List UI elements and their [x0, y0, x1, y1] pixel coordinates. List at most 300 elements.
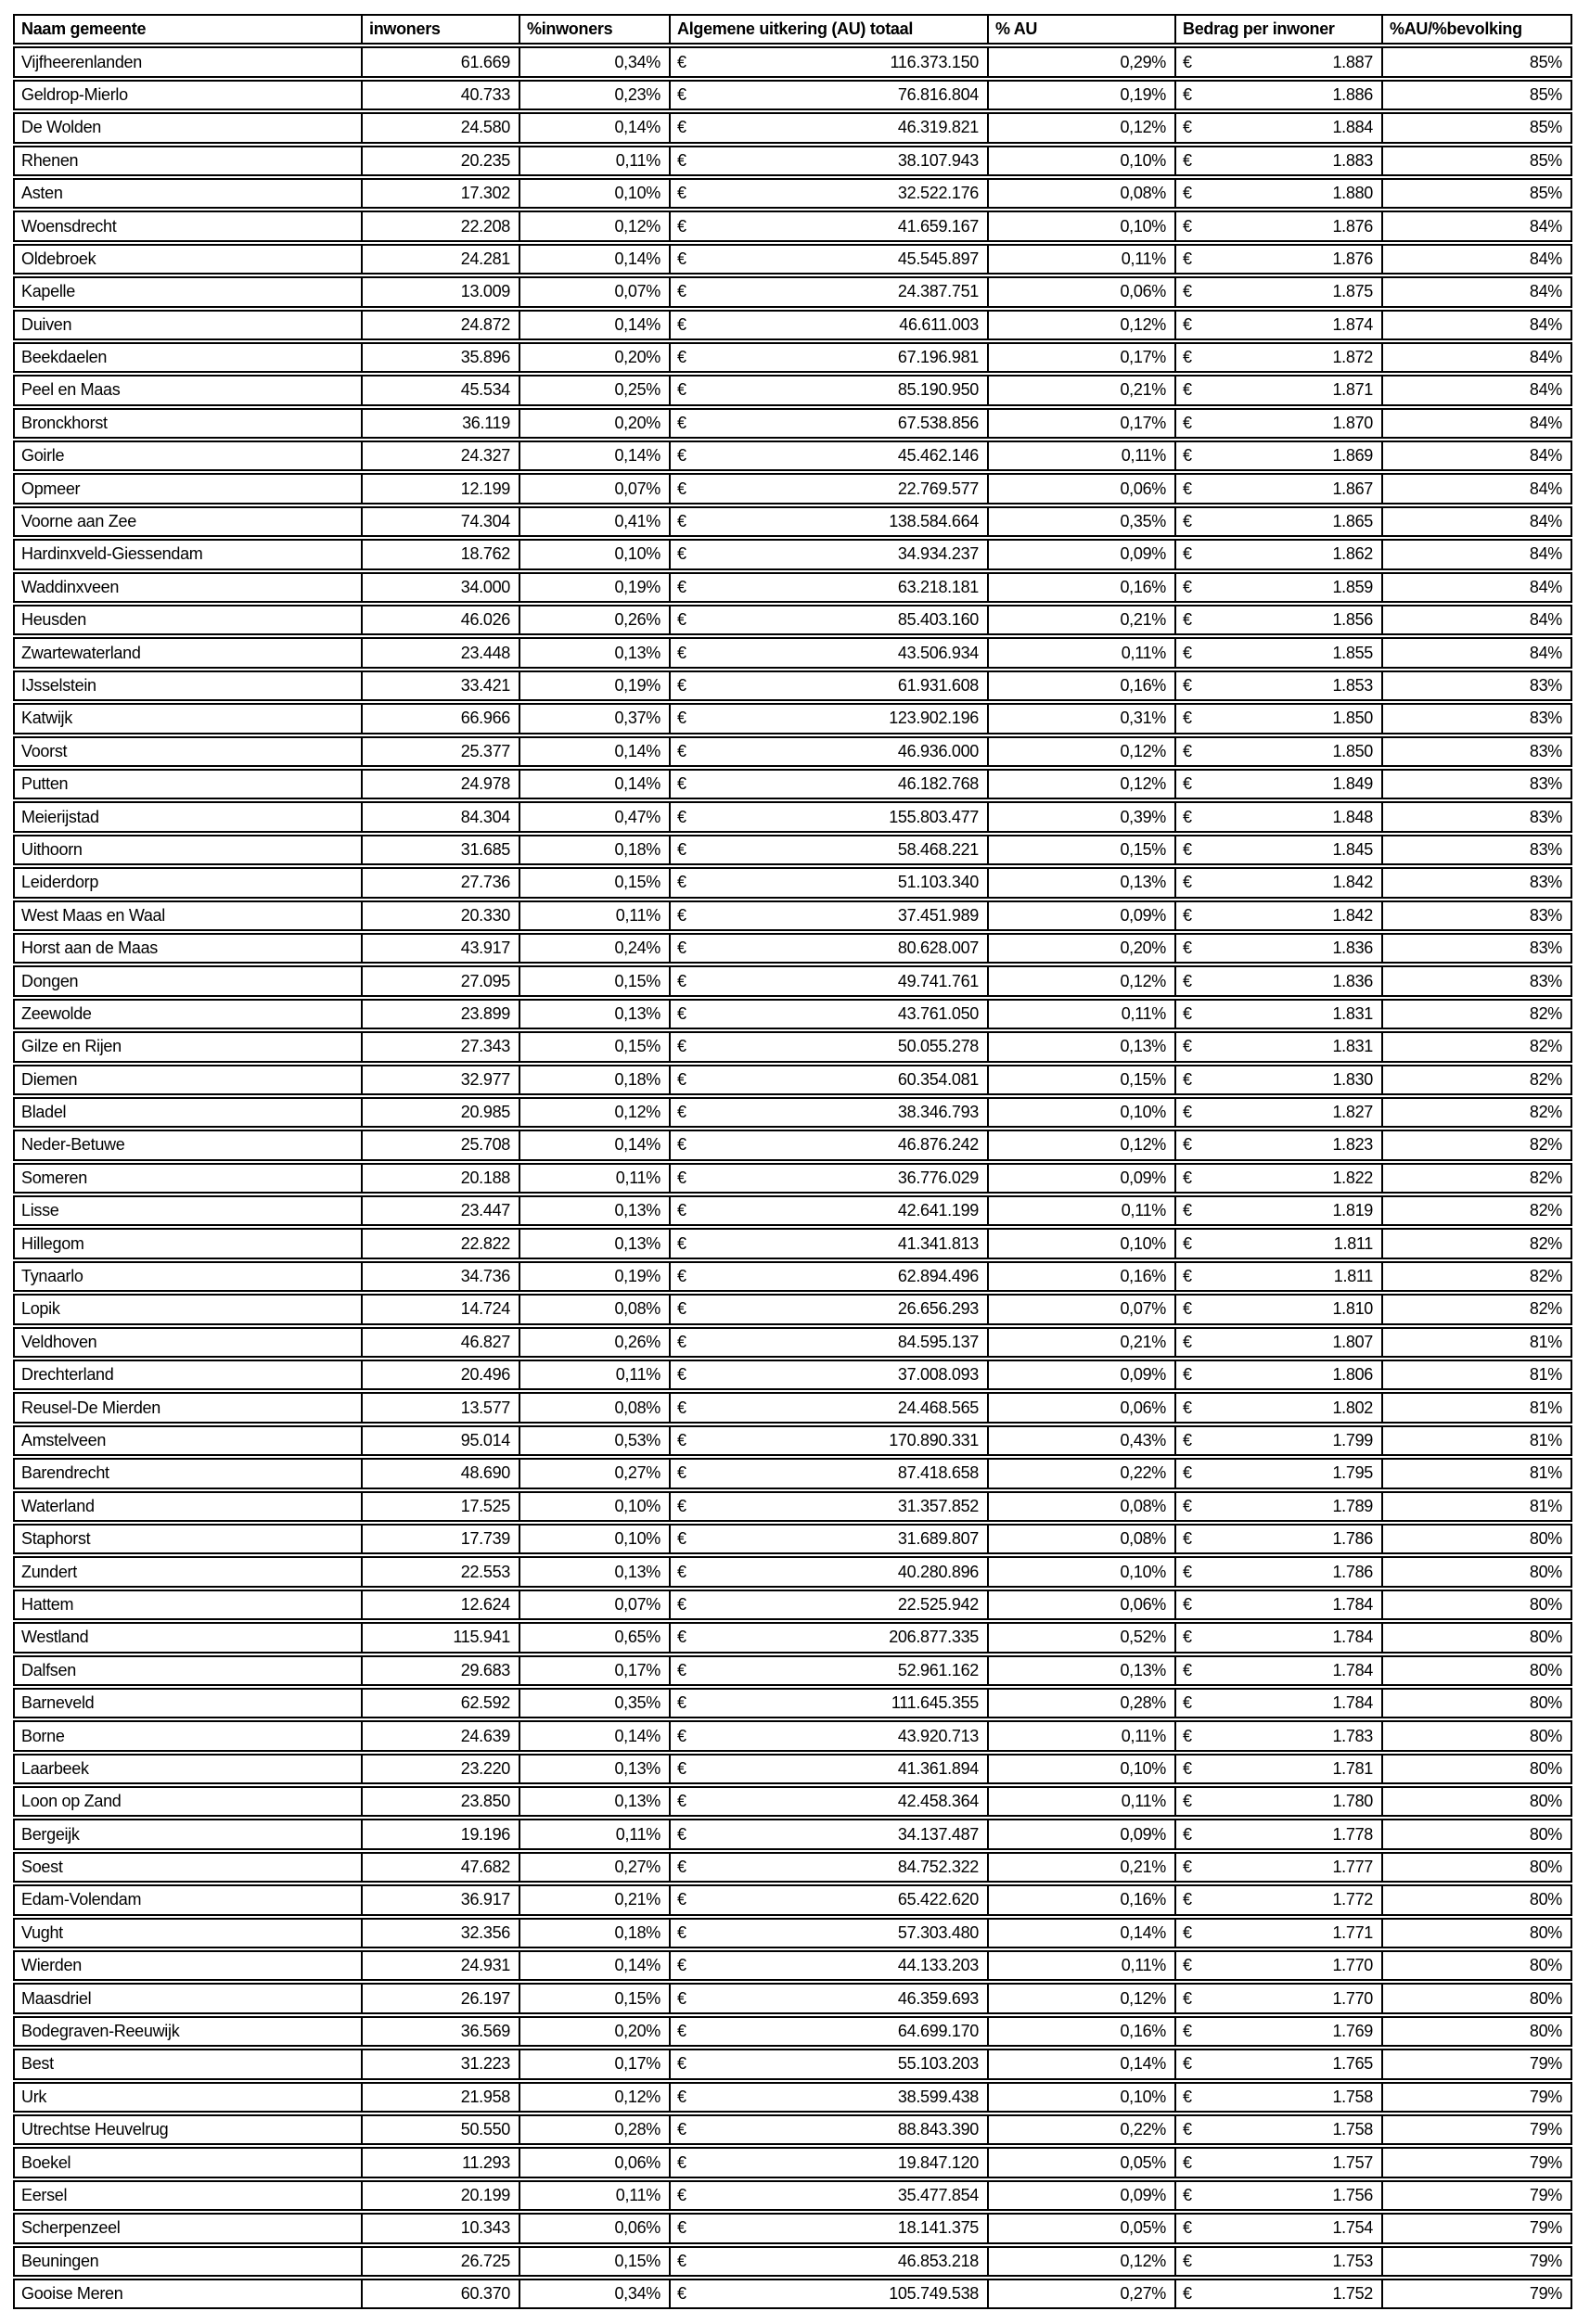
- cell-naam_gemeente: Putten: [13, 769, 362, 799]
- table-row: [13, 1294, 1572, 1324]
- cell-bedrag_per_inwoner: [1175, 1360, 1382, 1390]
- euro-sign: €: [677, 512, 686, 531]
- cell-pct_au: 0,10%: [988, 1228, 1175, 1258]
- cell-naam_gemeente: Waterland: [13, 1491, 362, 1522]
- euro-sign: €: [1183, 971, 1192, 990]
- amount-value: 1.753: [1332, 2251, 1373, 2270]
- cell-pct_au_pct_bevolking: 84%: [1382, 244, 1572, 275]
- euro-sign: €: [677, 1496, 686, 1515]
- cell-naam_gemeente: Zundert: [13, 1556, 362, 1587]
- cell-inwoners: 19.196: [362, 1819, 519, 1849]
- cell-inwoners: 20.235: [362, 146, 519, 176]
- cell-pct_au_pct_bevolking: 84%: [1382, 310, 1572, 340]
- euro-sign: €: [1183, 1233, 1192, 1253]
- euro-sign: €: [1183, 1463, 1192, 1483]
- table-row: [13, 178, 1572, 209]
- cell-pct_inwoners: 0,41%: [519, 506, 670, 537]
- euro-sign: €: [677, 544, 686, 564]
- amount-value: 52.961.162: [897, 1660, 979, 1679]
- euro-sign: €: [1183, 1693, 1192, 1713]
- cell-naam_gemeente: Leiderdorp: [13, 867, 362, 898]
- cell-naam_gemeente: Uithoorn: [13, 835, 362, 865]
- amount-value: 1.770: [1332, 1988, 1373, 2008]
- cell-pct_au: 0,11%: [988, 1950, 1175, 1981]
- cell-pct_inwoners: 0,15%: [519, 1031, 670, 1062]
- euro-sign: €: [677, 216, 686, 236]
- euro-sign: €: [677, 1956, 686, 1975]
- cell-inwoners: 34.736: [362, 1261, 519, 1292]
- euro-sign: €: [677, 84, 686, 104]
- euro-sign: €: [677, 479, 686, 498]
- cell-pct_au_pct_bevolking: 84%: [1382, 506, 1572, 537]
- euro-sign: €: [1183, 2152, 1192, 2172]
- amount-value: 1.784: [1332, 1628, 1373, 1647]
- cell-pct_au_pct_bevolking: 84%: [1382, 637, 1572, 668]
- cell-pct_inwoners: 0,14%: [519, 441, 670, 471]
- column-header-pct_au: % AU: [988, 14, 1175, 45]
- cell-pct_inwoners: 0,13%: [519, 1228, 670, 1258]
- amount-value: 63.218.181: [897, 577, 979, 596]
- cell-inwoners: 32.356: [362, 1918, 519, 1948]
- cell-pct_inwoners: 0,12%: [519, 1097, 670, 1128]
- cell-pct_au_pct_bevolking: 82%: [1382, 1228, 1572, 1258]
- euro-sign: €: [1183, 1135, 1192, 1155]
- cell-bedrag_per_inwoner: [1175, 1130, 1382, 1160]
- cell-bedrag_per_inwoner: [1175, 1031, 1382, 1062]
- cell-inwoners: 20.496: [362, 1360, 519, 1390]
- euro-sign: €: [1183, 1267, 1192, 1286]
- euro-sign: €: [677, 873, 686, 892]
- cell-pct_au: 0,11%: [988, 244, 1175, 275]
- table-row: [13, 539, 1572, 569]
- amount-value: 55.103.203: [897, 2054, 979, 2074]
- cell-naam_gemeente: Diemen: [13, 1065, 362, 1095]
- amount-value: 57.303.480: [897, 1922, 979, 1942]
- amount-value: 1.777: [1332, 1858, 1373, 1877]
- cell-inwoners: 31.223: [362, 2049, 519, 2079]
- euro-sign: €: [1183, 1529, 1192, 1549]
- amount-value: 43.761.050: [897, 1003, 979, 1023]
- amount-value: 1.758: [1332, 2120, 1373, 2139]
- amount-value: 1.786: [1332, 1529, 1373, 1549]
- cell-pct_au: 0,17%: [988, 408, 1175, 439]
- euro-sign: €: [677, 905, 686, 925]
- amount-value: 46.319.821: [897, 118, 979, 137]
- euro-sign: €: [1183, 314, 1192, 334]
- amount-value: 60.354.081: [897, 1069, 979, 1089]
- cell-au_totaal: [670, 1688, 988, 1718]
- cell-au_totaal: [670, 1458, 988, 1488]
- cell-au_totaal: [670, 965, 988, 996]
- amount-value: 1.807: [1332, 1332, 1373, 1351]
- table-row: [13, 572, 1572, 603]
- amount-value: 1.876: [1332, 216, 1373, 236]
- table-row: [13, 46, 1572, 77]
- table-row: [13, 1655, 1572, 1686]
- cell-naam_gemeente: Peel en Maas: [13, 375, 362, 405]
- cell-pct_au: 0,11%: [988, 1720, 1175, 1751]
- cell-pct_au_pct_bevolking: 83%: [1382, 835, 1572, 865]
- cell-naam_gemeente: Duiven: [13, 310, 362, 340]
- cell-naam_gemeente: De Wolden: [13, 112, 362, 143]
- cell-pct_au_pct_bevolking: 84%: [1382, 408, 1572, 439]
- cell-bedrag_per_inwoner: [1175, 1392, 1382, 1423]
- cell-pct_inwoners: 0,34%: [519, 2279, 670, 2309]
- cell-au_totaal: [670, 801, 988, 832]
- cell-pct_au: 0,06%: [988, 1392, 1175, 1423]
- cell-au_totaal: [670, 178, 988, 209]
- cell-bedrag_per_inwoner: [1175, 2213, 1382, 2243]
- municipality-allocation-table: [13, 12, 1572, 2311]
- cell-pct_au: 0,09%: [988, 1163, 1175, 1194]
- amount-value: 1.836: [1332, 971, 1373, 990]
- euro-sign: €: [677, 2152, 686, 2172]
- cell-naam_gemeente: Hattem: [13, 1590, 362, 1620]
- cell-pct_inwoners: 0,10%: [519, 1524, 670, 1554]
- cell-pct_inwoners: 0,18%: [519, 1065, 670, 1095]
- cell-pct_au_pct_bevolking: 84%: [1382, 572, 1572, 603]
- table-row: [13, 506, 1572, 537]
- cell-naam_gemeente: Heusden: [13, 605, 362, 635]
- cell-pct_inwoners: 0,19%: [519, 670, 670, 701]
- cell-naam_gemeente: Hillegom: [13, 1228, 362, 1258]
- table-row: [13, 1819, 1572, 1849]
- cell-pct_au_pct_bevolking: 84%: [1382, 441, 1572, 471]
- euro-sign: €: [677, 807, 686, 826]
- table-row: [13, 1852, 1572, 1883]
- cell-bedrag_per_inwoner: [1175, 1622, 1382, 1653]
- cell-au_totaal: [670, 1065, 988, 1095]
- euro-sign: €: [1183, 52, 1192, 71]
- amount-value: 155.803.477: [889, 807, 979, 826]
- cell-bedrag_per_inwoner: [1175, 1950, 1382, 1981]
- cell-pct_au_pct_bevolking: 80%: [1382, 1786, 1572, 1817]
- cell-naam_gemeente: Bodegraven-Reeuwijk: [13, 2016, 362, 2047]
- table-row: [13, 1524, 1572, 1554]
- cell-naam_gemeente: Oldebroek: [13, 244, 362, 275]
- euro-sign: €: [677, 1529, 686, 1549]
- table-row: [13, 801, 1572, 832]
- cell-naam_gemeente: Loon op Zand: [13, 1786, 362, 1817]
- euro-sign: €: [1183, 807, 1192, 826]
- amount-value: 1.830: [1332, 1069, 1373, 1089]
- cell-pct_inwoners: 0,11%: [519, 1360, 670, 1390]
- euro-sign: €: [1183, 348, 1192, 367]
- cell-naam_gemeente: Zwartewaterland: [13, 637, 362, 668]
- euro-sign: €: [1183, 2120, 1192, 2139]
- amount-value: 1.784: [1332, 1594, 1373, 1614]
- cell-naam_gemeente: IJsselstein: [13, 670, 362, 701]
- cell-pct_inwoners: 0,08%: [519, 1392, 670, 1423]
- cell-pct_au: 0,12%: [988, 965, 1175, 996]
- amount-value: 1.883: [1332, 150, 1373, 170]
- cell-naam_gemeente: Asten: [13, 178, 362, 209]
- cell-inwoners: 45.534: [362, 375, 519, 405]
- cell-pct_au: 0,39%: [988, 801, 1175, 832]
- cell-inwoners: 26.725: [362, 2246, 519, 2277]
- cell-pct_au_pct_bevolking: 84%: [1382, 276, 1572, 307]
- euro-sign: €: [677, 1726, 686, 1745]
- cell-pct_au_pct_bevolking: 80%: [1382, 1590, 1572, 1620]
- euro-sign: €: [677, 1628, 686, 1647]
- cell-pct_inwoners: 0,26%: [519, 605, 670, 635]
- table-row: [13, 1918, 1572, 1948]
- cell-au_totaal: [670, 2246, 988, 2277]
- cell-au_totaal: [670, 1163, 988, 1194]
- cell-au_totaal: [670, 342, 988, 373]
- cell-inwoners: 23.850: [362, 1786, 519, 1817]
- euro-sign: €: [1183, 446, 1192, 466]
- amount-value: 138.584.664: [889, 512, 979, 531]
- euro-sign: €: [677, 774, 686, 794]
- cell-pct_au_pct_bevolking: 84%: [1382, 473, 1572, 504]
- amount-value: 76.816.804: [897, 84, 979, 104]
- cell-pct_au: 0,10%: [988, 146, 1175, 176]
- cell-bedrag_per_inwoner: [1175, 80, 1382, 110]
- cell-naam_gemeente: Barneveld: [13, 1688, 362, 1718]
- cell-au_totaal: [670, 1360, 988, 1390]
- cell-bedrag_per_inwoner: [1175, 1556, 1382, 1587]
- cell-naam_gemeente: Bladel: [13, 1097, 362, 1128]
- euro-sign: €: [677, 971, 686, 990]
- cell-naam_gemeente: Soest: [13, 1852, 362, 1883]
- cell-pct_inwoners: 0,37%: [519, 703, 670, 734]
- cell-pct_inwoners: 0,13%: [519, 999, 670, 1029]
- euro-sign: €: [677, 1430, 686, 1449]
- cell-pct_au: 0,21%: [988, 375, 1175, 405]
- cell-pct_inwoners: 0,14%: [519, 244, 670, 275]
- cell-pct_au_pct_bevolking: 82%: [1382, 1261, 1572, 1292]
- table-row: [13, 1754, 1572, 1784]
- cell-pct_au: 0,09%: [988, 2180, 1175, 2211]
- cell-pct_inwoners: 0,15%: [519, 1983, 670, 2013]
- cell-inwoners: 27.736: [362, 867, 519, 898]
- cell-bedrag_per_inwoner: [1175, 473, 1382, 504]
- euro-sign: €: [1183, 413, 1192, 432]
- cell-naam_gemeente: Hardinxveld-Giessendam: [13, 539, 362, 569]
- amount-value: 31.357.852: [897, 1496, 979, 1515]
- cell-pct_inwoners: 0,35%: [519, 1688, 670, 1718]
- table-row: [13, 112, 1572, 143]
- cell-pct_inwoners: 0,21%: [519, 1884, 670, 1915]
- cell-bedrag_per_inwoner: [1175, 211, 1382, 241]
- euro-sign: €: [677, 1201, 686, 1220]
- cell-naam_gemeente: Staphorst: [13, 1524, 362, 1554]
- cell-pct_inwoners: 0,08%: [519, 1294, 670, 1324]
- table-row: [13, 473, 1572, 504]
- cell-naam_gemeente: Gooise Meren: [13, 2279, 362, 2309]
- euro-sign: €: [677, 1299, 686, 1319]
- amount-value: 1.855: [1332, 643, 1373, 662]
- euro-sign: €: [677, 1037, 686, 1056]
- euro-sign: €: [1183, 1660, 1192, 1679]
- cell-bedrag_per_inwoner: [1175, 670, 1382, 701]
- amount-value: 1.842: [1332, 905, 1373, 925]
- table-row: [13, 80, 1572, 110]
- euro-sign: €: [677, 2022, 686, 2041]
- cell-inwoners: 22.822: [362, 1228, 519, 1258]
- cell-inwoners: 26.197: [362, 1983, 519, 2013]
- cell-au_totaal: [670, 933, 988, 964]
- cell-inwoners: 46.827: [362, 1327, 519, 1358]
- cell-pct_inwoners: 0,20%: [519, 342, 670, 373]
- cell-pct_au_pct_bevolking: 84%: [1382, 342, 1572, 373]
- cell-pct_inwoners: 0,27%: [519, 1852, 670, 1883]
- cell-au_totaal: [670, 1556, 988, 1587]
- table-row: [13, 1261, 1572, 1292]
- amount-value: 88.843.390: [897, 2120, 979, 2139]
- column-header-pct_au_pct_bevolking: %AU/%bevolking: [1382, 14, 1572, 45]
- cell-inwoners: 24.978: [362, 769, 519, 799]
- cell-au_totaal: [670, 46, 988, 77]
- euro-sign: €: [677, 314, 686, 334]
- cell-pct_inwoners: 0,07%: [519, 1590, 670, 1620]
- amount-value: 24.468.565: [897, 1398, 979, 1417]
- header-row: [13, 14, 1572, 45]
- cell-au_totaal: [670, 900, 988, 931]
- amount-value: 1.831: [1332, 1037, 1373, 1056]
- amount-value: 1.874: [1332, 314, 1373, 334]
- cell-pct_au: 0,08%: [988, 1524, 1175, 1554]
- cell-au_totaal: [670, 1622, 988, 1653]
- euro-sign: €: [1183, 1398, 1192, 1417]
- table-row: [13, 1031, 1572, 1062]
- cell-bedrag_per_inwoner: [1175, 965, 1382, 996]
- cell-bedrag_per_inwoner: [1175, 1786, 1382, 1817]
- cell-pct_inwoners: 0,19%: [519, 572, 670, 603]
- cell-au_totaal: [670, 1819, 988, 1849]
- amount-value: 41.659.167: [897, 216, 979, 236]
- cell-au_totaal: [670, 670, 988, 701]
- cell-pct_au_pct_bevolking: 80%: [1382, 1950, 1572, 1981]
- cell-inwoners: 33.421: [362, 670, 519, 701]
- amount-value: 1.778: [1332, 1824, 1373, 1844]
- euro-sign: €: [677, 1398, 686, 1417]
- amount-value: 1.765: [1332, 2054, 1373, 2074]
- euro-sign: €: [677, 380, 686, 400]
- cell-au_totaal: [670, 1130, 988, 1160]
- euro-sign: €: [1183, 1299, 1192, 1319]
- euro-sign: €: [1183, 643, 1192, 662]
- amount-value: 40.280.896: [897, 1562, 979, 1581]
- euro-sign: €: [1183, 2284, 1192, 2304]
- euro-sign: €: [677, 676, 686, 695]
- cell-naam_gemeente: Opmeer: [13, 473, 362, 504]
- amount-value: 46.182.768: [897, 774, 979, 794]
- cell-pct_au_pct_bevolking: 80%: [1382, 1524, 1572, 1554]
- euro-sign: €: [677, 446, 686, 466]
- cell-pct_au: 0,13%: [988, 1655, 1175, 1686]
- cell-inwoners: 29.683: [362, 1655, 519, 1686]
- cell-au_totaal: [670, 146, 988, 176]
- euro-sign: €: [1183, 1496, 1192, 1515]
- cell-bedrag_per_inwoner: [1175, 276, 1382, 307]
- euro-sign: €: [677, 1594, 686, 1614]
- cell-pct_au: 0,28%: [988, 1688, 1175, 1718]
- cell-inwoners: 31.685: [362, 835, 519, 865]
- cell-inwoners: 24.931: [362, 1950, 519, 1981]
- amount-value: 62.894.496: [897, 1267, 979, 1286]
- cell-pct_inwoners: 0,14%: [519, 1130, 670, 1160]
- euro-sign: €: [1183, 939, 1192, 958]
- cell-bedrag_per_inwoner: [1175, 2180, 1382, 2211]
- euro-sign: €: [1183, 1956, 1192, 1975]
- cell-au_totaal: [670, 1884, 988, 1915]
- cell-bedrag_per_inwoner: [1175, 506, 1382, 537]
- cell-pct_au_pct_bevolking: 83%: [1382, 736, 1572, 767]
- cell-naam_gemeente: Beekdaelen: [13, 342, 362, 373]
- cell-pct_inwoners: 0,18%: [519, 835, 670, 865]
- cell-pct_au_pct_bevolking: 85%: [1382, 178, 1572, 209]
- euro-sign: €: [1183, 1332, 1192, 1351]
- cell-inwoners: 74.304: [362, 506, 519, 537]
- cell-pct_au: 0,35%: [988, 506, 1175, 537]
- cell-pct_inwoners: 0,14%: [519, 310, 670, 340]
- amount-value: 1.756: [1332, 2185, 1373, 2204]
- cell-pct_au: 0,11%: [988, 1786, 1175, 1817]
- euro-sign: €: [677, 1267, 686, 1286]
- cell-pct_au: 0,10%: [988, 1556, 1175, 1587]
- amount-value: 1.850: [1332, 709, 1373, 728]
- cell-pct_inwoners: 0,11%: [519, 1819, 670, 1849]
- amount-value: 38.599.438: [897, 2087, 979, 2106]
- euro-sign: €: [677, 1792, 686, 1811]
- cell-pct_au: 0,12%: [988, 310, 1175, 340]
- cell-pct_inwoners: 0,11%: [519, 900, 670, 931]
- cell-pct_inwoners: 0,28%: [519, 2114, 670, 2145]
- amount-value: 34.934.237: [897, 544, 979, 564]
- cell-pct_au: 0,12%: [988, 1983, 1175, 2013]
- cell-bedrag_per_inwoner: [1175, 703, 1382, 734]
- cell-pct_inwoners: 0,15%: [519, 867, 670, 898]
- cell-inwoners: 24.580: [362, 112, 519, 143]
- cell-inwoners: 18.762: [362, 539, 519, 569]
- table-row: [13, 408, 1572, 439]
- cell-pct_au: 0,06%: [988, 1590, 1175, 1620]
- euro-sign: €: [677, 2185, 686, 2204]
- table-row: [13, 1097, 1572, 1128]
- table-row: [13, 1163, 1572, 1194]
- table-row: [13, 933, 1572, 964]
- cell-bedrag_per_inwoner: [1175, 2082, 1382, 2113]
- table-body: [13, 46, 1572, 2309]
- euro-sign: €: [677, 610, 686, 630]
- cell-bedrag_per_inwoner: [1175, 342, 1382, 373]
- cell-pct_inwoners: 0,14%: [519, 1720, 670, 1751]
- table-row: [13, 1786, 1572, 1817]
- cell-bedrag_per_inwoner: [1175, 867, 1382, 898]
- cell-pct_inwoners: 0,17%: [519, 1655, 670, 1686]
- amount-value: 111.645.355: [891, 1693, 979, 1713]
- euro-sign: €: [1183, 2054, 1192, 2074]
- amount-value: 36.776.029: [897, 1168, 979, 1187]
- cell-pct_au: 0,16%: [988, 572, 1175, 603]
- cell-bedrag_per_inwoner: [1175, 933, 1382, 964]
- euro-sign: €: [1183, 2022, 1192, 2041]
- cell-pct_au_pct_bevolking: 79%: [1382, 2279, 1572, 2309]
- cell-inwoners: 35.896: [362, 342, 519, 373]
- cell-naam_gemeente: Best: [13, 2049, 362, 2079]
- cell-pct_au: 0,11%: [988, 999, 1175, 1029]
- euro-sign: €: [677, 577, 686, 596]
- amount-value: 32.522.176: [897, 184, 979, 203]
- cell-inwoners: 12.624: [362, 1590, 519, 1620]
- cell-pct_inwoners: 0,53%: [519, 1425, 670, 1456]
- euro-sign: €: [1183, 282, 1192, 301]
- cell-pct_inwoners: 0,17%: [519, 2049, 670, 2079]
- cell-au_totaal: [670, 1524, 988, 1554]
- cell-inwoners: 20.985: [362, 1097, 519, 1128]
